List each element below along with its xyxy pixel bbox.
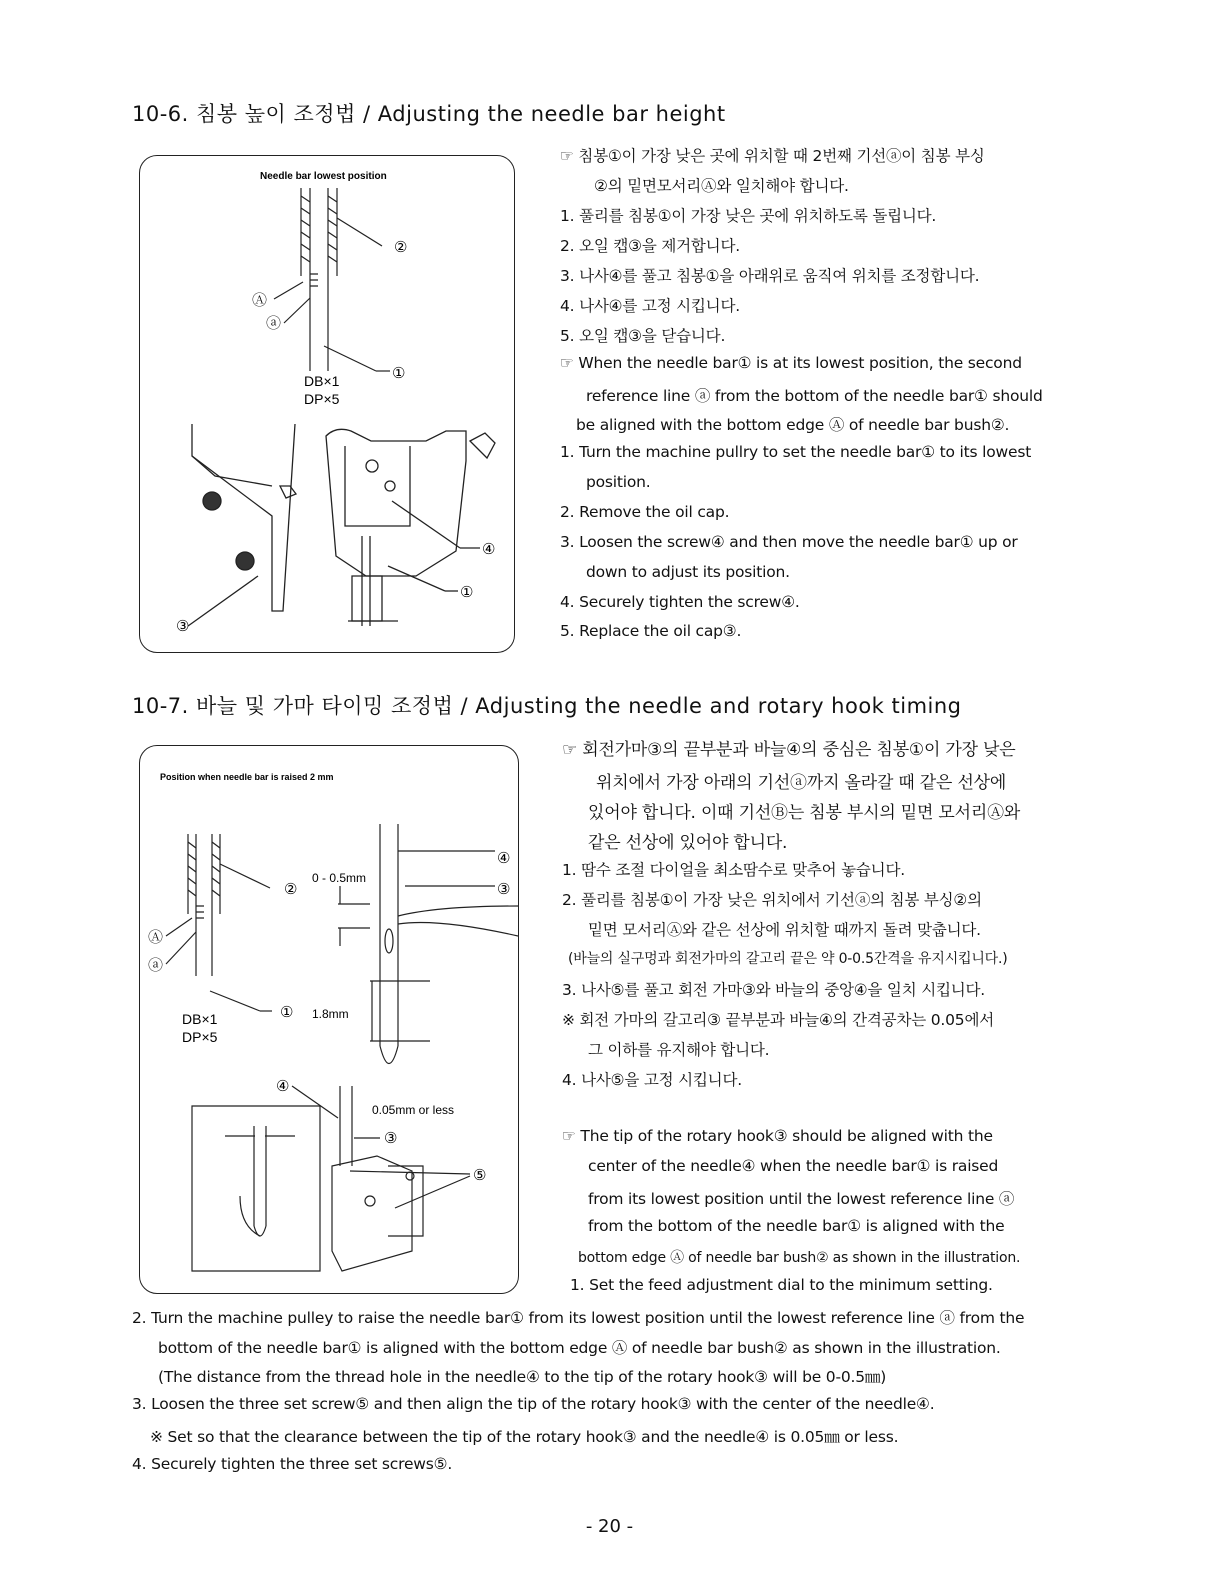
- label-1: ①: [280, 1004, 294, 1021]
- label-5: ⑤: [473, 1167, 487, 1184]
- text-line: from the bottom of the needle bar① is aligned with the: [588, 1217, 1005, 1235]
- label-db: DB×1: [304, 373, 340, 389]
- text-line: 2. Turn the machine pulley to raise the needle bar① from its lowest position until the lowest reference line ⓐ from the: [132, 1309, 1025, 1327]
- hook-timing-figure: [139, 745, 519, 1294]
- needle-bar-height-diagram: [140, 156, 514, 652]
- text-line: ※ Set so that the clearance between the tip of the rotary hook③ and the needle④ is 0.05㎜ or less.: [150, 1428, 899, 1446]
- text-line: 3. 나사④를 풀고 침봉①을 아래위로 움직여 위치를 조정합니다.: [560, 267, 980, 285]
- text-line: down to adjust its position.: [586, 563, 790, 581]
- text-line: 4. Securely tighten the three set screws⑤.: [132, 1455, 453, 1473]
- label-1-bottom: ①: [460, 584, 474, 601]
- text-line: 4. Securely tighten the screw④.: [560, 593, 800, 611]
- text-line: reference line ⓐ from the bottom of the needle bar① should: [586, 387, 1043, 405]
- label-3: ③: [176, 618, 190, 635]
- text-line: ☞ 회전가마③의 끝부분과 바늘④의 중심은 침봉①이 가장 낮은: [562, 740, 1016, 760]
- text-line: ☞ The tip of the rotary hook③ should be aligned with the: [562, 1127, 993, 1145]
- text-line: 2. 풀리를 침봉①이 가장 낮은 위치에서 기선ⓐ의 침봉 부싱②의: [562, 891, 982, 909]
- text-line: 1. 풀리를 침봉①이 가장 낮은 곳에 위치하도록 돌립니다.: [560, 207, 937, 225]
- figure-caption: Needle bar lowest position: [260, 171, 387, 182]
- text-line: 밑면 모서리Ⓐ와 같은 선상에 위치할 때까지 돌려 맞춥니다.: [588, 921, 981, 939]
- label-1-top: ①: [392, 365, 406, 382]
- label-a: ⓐ: [266, 315, 282, 332]
- text-line: center of the needle④ when the needle bar① is raised: [588, 1157, 999, 1175]
- label-gap: 0 - 0.5mm: [312, 871, 367, 885]
- label-4: ④: [482, 541, 496, 558]
- label-clearance: 0.05mm or less: [372, 1103, 455, 1117]
- label-2: ②: [284, 881, 298, 898]
- text-line: 4. 나사⑤을 고정 시킵니다.: [562, 1071, 742, 1089]
- label-rise: 1.8mm: [312, 1007, 349, 1021]
- text-line: 2. 오일 캡③을 제거합니다.: [560, 237, 740, 255]
- figure-caption: Position when needle bar is raised 2 mm: [160, 772, 334, 782]
- label-3-top: ③: [497, 881, 511, 898]
- text-line: position.: [586, 473, 651, 491]
- text-line: 5. 오일 캡③을 닫습니다.: [560, 327, 726, 345]
- text-line: 3. 나사⑤를 풀고 회전 가마③와 바늘의 중앙④을 일치 시킵니다.: [562, 981, 986, 999]
- text-line: bottom of the needle bar① is aligned with the bottom edge Ⓐ of needle bar bush② as shown in the illustration.: [158, 1339, 1001, 1357]
- text-line: 2. Remove the oil cap.: [560, 503, 730, 521]
- label-dp: DP×5: [304, 391, 340, 407]
- label-A: Ⓐ: [148, 929, 164, 946]
- section-heading-needle-bar-height: 10-6. 침봉 높이 조정법 / Adjusting the needle bar height: [132, 102, 726, 126]
- text-line: ☞ 침봉①이 가장 낮은 곳에 위치할 때 2번째 기선ⓐ이 침봉 부싱: [560, 147, 985, 165]
- label-dp: DP×5: [182, 1029, 218, 1045]
- text-line: 1. 땀수 조절 다이얼을 최소땀수로 맞추어 놓습니다.: [562, 861, 905, 879]
- label-db: DB×1: [182, 1011, 218, 1027]
- text-line: 5. Replace the oil cap③.: [560, 622, 742, 640]
- label-3-bottom: ③: [384, 1130, 398, 1147]
- text-line: (The distance from the thread hole in the needle④ to the tip of the rotary hook③ will be 0-0.5㎜): [158, 1368, 887, 1386]
- page-number: - 20 -: [585, 1516, 634, 1537]
- text-line: ②의 밑면모서리Ⓐ와 일치해야 합니다.: [594, 177, 849, 195]
- section-heading-hook-timing: 10-7. 바늘 및 가마 타이밍 조정법 / Adjusting the needle and rotary hook timing: [132, 694, 962, 718]
- text-line: 1. Turn the machine pullry to set the needle bar① to its lowest: [560, 443, 1032, 461]
- label-4-bottom: ④: [276, 1078, 290, 1095]
- text-line: 그 이하를 유지해야 합니다.: [588, 1041, 770, 1059]
- text-line: (바늘의 실구멍과 회전가마의 갈고리 끝은 약 0-0.5간격을 유지시킵니다.): [568, 951, 1008, 967]
- text-line: 3. Loosen the screw④ and then move the needle bar① up or: [560, 533, 1018, 551]
- label-2: ②: [394, 239, 408, 256]
- text-line: 같은 선상에 있어야 합니다.: [588, 833, 788, 853]
- text-line: 4. 나사④를 고정 시킵니다.: [560, 297, 740, 315]
- text-line: be aligned with the bottom edge Ⓐ of needle bar bush②.: [576, 416, 1010, 434]
- text-line: 위치에서 가장 아래의 기선ⓐ까지 올라갈 때 같은 선상에: [596, 773, 1007, 793]
- text-line: 3. Loosen the three set screw⑤ and then align the tip of the rotary hook③ with the center of the needle④.: [132, 1395, 935, 1413]
- text-line: from its lowest position until the lowest reference line ⓐ: [588, 1190, 1015, 1208]
- hook-timing-diagram: [140, 746, 518, 1293]
- needle-bar-height-figure: [139, 155, 515, 653]
- label-a: ⓐ: [148, 957, 164, 974]
- label-4-top: ④: [497, 850, 511, 867]
- text-line: bottom edge Ⓐ of needle bar bush② as shown in the illustration.: [578, 1250, 1021, 1266]
- label-A: Ⓐ: [252, 292, 268, 309]
- text-line: ※ 회전 가마의 갈고리③ 끝부분과 바늘④의 간격공차는 0.05에서: [562, 1011, 994, 1029]
- text-line: 있어야 합니다. 이때 기선Ⓑ는 침봉 부시의 밑면 모서리Ⓐ와: [588, 803, 1021, 823]
- text-line: 1. Set the feed adjustment dial to the minimum setting.: [570, 1276, 993, 1294]
- text-line: ☞ When the needle bar① is at its lowest position, the second: [560, 354, 1022, 372]
